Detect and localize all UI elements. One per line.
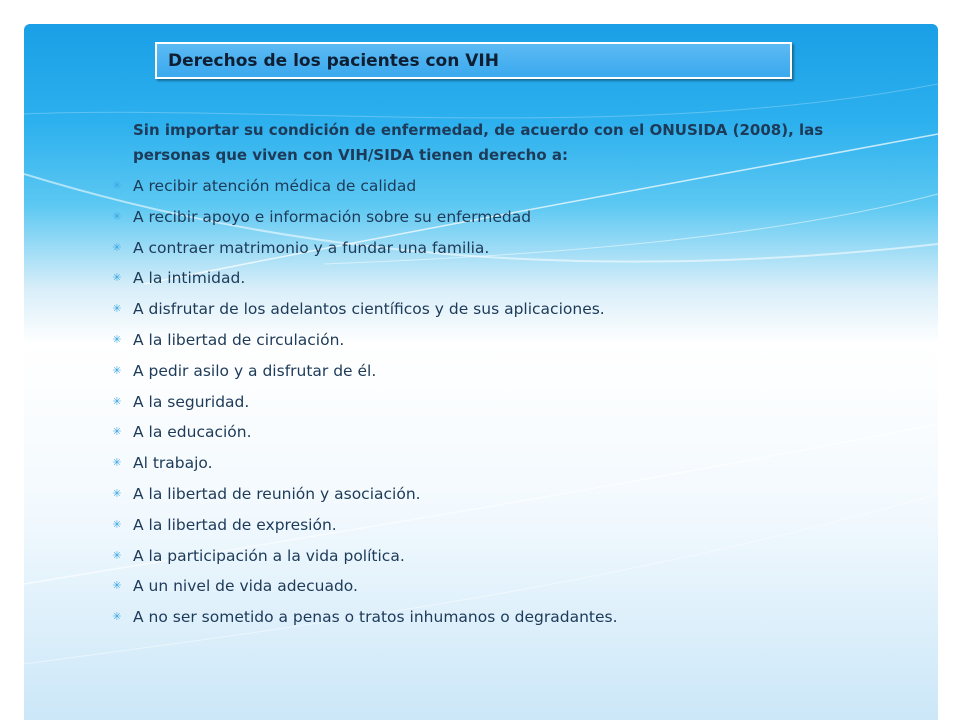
list-item-text: A contraer matrimonio y a fundar una familia. bbox=[133, 238, 490, 257]
list-item-text: A disfrutar de los adelantos científicos y de sus aplicaciones. bbox=[133, 300, 605, 319]
title-box bbox=[155, 42, 792, 79]
asterisk-bullet-icon: ✳ bbox=[112, 363, 122, 377]
list-item-text: A recibir atención médica de calidad bbox=[133, 177, 417, 195]
asterisk-bullet-icon: ✳ bbox=[112, 456, 122, 470]
asterisk-bullet-icon: ✳ bbox=[112, 240, 122, 254]
asterisk-bullet-icon: ✳ bbox=[112, 179, 122, 192]
list-item-text: A la educación. bbox=[133, 423, 252, 442]
list-item-text: A recibir apoyo e información sobre su enfermedad bbox=[133, 207, 532, 226]
asterisk-bullet-icon: ✳ bbox=[112, 271, 122, 285]
asterisk-bullet-icon: ✳ bbox=[112, 209, 122, 223]
list-item-text: A la libertad de circulación. bbox=[133, 330, 345, 349]
slide-title: Derechos de los pacientes con VIH bbox=[168, 51, 499, 71]
asterisk-bullet-icon: ✳ bbox=[112, 517, 122, 531]
asterisk-bullet-icon: ✳ bbox=[112, 425, 122, 439]
list-item-text: A no ser sometido a penas o tratos inhumanos o degradantes. bbox=[133, 608, 618, 627]
list-item-text: A la libertad de reunión y asociación. bbox=[133, 484, 421, 503]
asterisk-bullet-icon: ✳ bbox=[112, 302, 122, 316]
list-item-text: A la seguridad. bbox=[133, 392, 250, 411]
list-item-text: A la libertad de expresión. bbox=[133, 515, 337, 534]
list-item-text: A la participación a la vida política. bbox=[133, 546, 405, 565]
asterisk-bullet-icon: ✳ bbox=[112, 332, 122, 346]
asterisk-bullet-icon: ✳ bbox=[112, 610, 122, 624]
list-item-text: Al trabajo. bbox=[133, 454, 213, 473]
asterisk-bullet-icon: ✳ bbox=[112, 548, 122, 562]
list-item-text: A pedir asilo y a disfrutar de él. bbox=[133, 361, 377, 380]
intro-text: Sin importar su condición de enfermedad, de acuerdo con el ONUSIDA (2008), las personas que viven con VIH/SIDA tienen derecho a: bbox=[133, 121, 824, 164]
list-item-text: A la intimidad. bbox=[133, 269, 246, 288]
asterisk-bullet-icon: ✳ bbox=[112, 579, 122, 593]
slide-background bbox=[24, 24, 938, 720]
list-item-text: A un nivel de vida adecuado. bbox=[133, 577, 358, 596]
asterisk-bullet-icon: ✳ bbox=[112, 394, 122, 408]
asterisk-bullet-icon: ✳ bbox=[112, 486, 122, 500]
